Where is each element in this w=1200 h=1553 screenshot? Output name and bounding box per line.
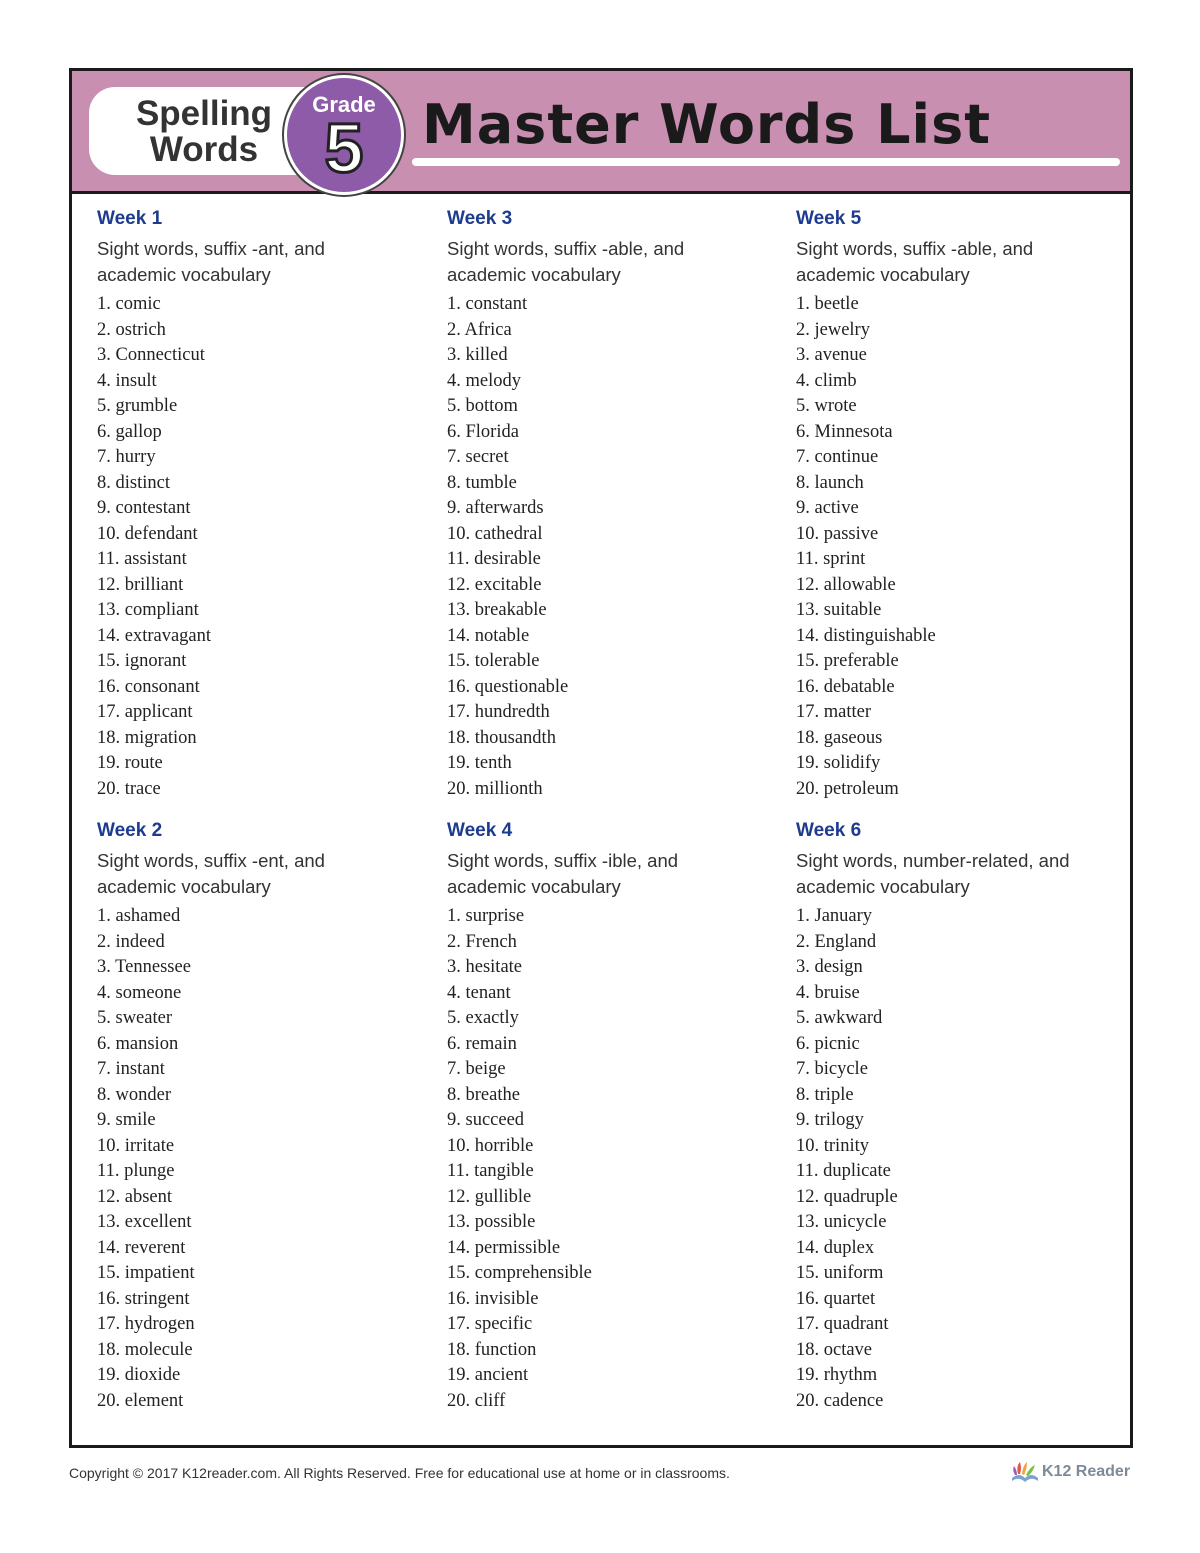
word-list	[796, 904, 1126, 1414]
list-item: 3. avenue	[796, 345, 867, 365]
list-item: 13. unicycle	[796, 1212, 887, 1232]
list-item: 14. notable	[447, 625, 530, 646]
list-item: 14. permissible	[447, 1237, 561, 1258]
list-item: 9. afterwards	[447, 498, 544, 518]
week-description	[447, 848, 777, 904]
grade-label: Grade	[312, 92, 376, 117]
list-item: 11. duplicate	[796, 1161, 891, 1181]
list-item: 9. active	[796, 498, 859, 518]
list-item: 5. wrote	[796, 396, 857, 416]
list-item: 8. wonder	[97, 1084, 171, 1105]
word-list	[447, 904, 777, 1414]
list-item: 1. ashamed	[97, 906, 181, 926]
list-item: 14. reverent	[97, 1237, 186, 1258]
list-item: 17. matter	[796, 702, 872, 722]
list-item: 8. distinct	[97, 472, 170, 493]
list-item: 1. constant	[447, 294, 528, 314]
list-item: 7. secret	[447, 447, 509, 467]
week-section	[796, 818, 1126, 1414]
list-item: 11. tangible	[447, 1161, 534, 1181]
list-item: 7. beige	[447, 1059, 506, 1079]
list-item: 11. sprint	[796, 549, 866, 569]
list-item: 2. ostrich	[97, 319, 166, 340]
week-title: Week 1	[97, 208, 163, 229]
list-item: 17. applicant	[97, 702, 193, 722]
list-item: 16. questionable	[447, 676, 569, 697]
list-item: 18. thousandth	[447, 727, 556, 748]
list-item: 14. extravagant	[97, 625, 212, 646]
list-item: 7. bicycle	[796, 1059, 868, 1079]
list-item: 15. preferable	[796, 651, 899, 671]
week-title: Week 2	[97, 820, 163, 841]
week-title: Week 5	[796, 208, 862, 229]
list-item: 19. rhythm	[796, 1365, 878, 1385]
list-item: 2. Africa	[447, 319, 512, 340]
list-item: 9. trilogy	[796, 1110, 864, 1130]
week-description-line: academic vocabulary	[97, 264, 271, 285]
list-item: 8. breathe	[447, 1084, 520, 1105]
grade-number: 5	[324, 109, 364, 187]
week-title: Week 4	[447, 820, 513, 841]
week-description-line: academic vocabulary	[447, 876, 621, 897]
week-description-line: Sight words, number-related, and	[796, 850, 1070, 871]
week-section	[97, 206, 427, 802]
list-item: 3. design	[796, 957, 863, 977]
list-item: 15. comprehensible	[447, 1263, 592, 1283]
list-item: 16. stringent	[97, 1288, 190, 1309]
week-description-line: academic vocabulary	[97, 876, 271, 897]
week-section	[447, 206, 777, 802]
list-item: 1. surprise	[447, 906, 525, 926]
week-description	[97, 848, 427, 904]
list-item: 11. assistant	[97, 549, 187, 569]
list-item: 18. migration	[97, 727, 197, 748]
list-item: 18. molecule	[97, 1339, 193, 1360]
word-list	[447, 292, 777, 802]
badge-line-1: Spelling	[135, 94, 273, 133]
list-item: 5. sweater	[97, 1008, 172, 1028]
list-item: 6. picnic	[796, 1033, 860, 1054]
week-description-line: Sight words, suffix -able, and	[796, 238, 1034, 259]
list-item: 6. Minnesota	[796, 421, 893, 442]
book-leaves-icon	[1010, 1460, 1040, 1484]
list-item: 1. beetle	[796, 294, 859, 314]
list-item: 16. invisible	[447, 1288, 539, 1309]
list-item: 17. hundredth	[447, 702, 550, 722]
week-description	[796, 848, 1126, 904]
list-item: 10. irritate	[97, 1135, 175, 1156]
list-item: 6. remain	[447, 1033, 517, 1054]
week-description-line: Sight words, suffix -ent, and	[97, 850, 325, 871]
list-item: 15. impatient	[97, 1263, 195, 1283]
list-item: 20. cadence	[796, 1390, 884, 1411]
list-item: 17. specific	[447, 1314, 533, 1334]
list-item: 2. indeed	[97, 931, 165, 952]
list-item: 4. insult	[97, 370, 157, 391]
list-item: 16. consonant	[97, 676, 200, 697]
list-item: 4. someone	[97, 982, 182, 1003]
list-item: 16. quartet	[796, 1288, 876, 1309]
week-description	[97, 236, 427, 292]
list-item: 9. contestant	[97, 498, 191, 518]
list-item: 3. Tennessee	[97, 957, 191, 977]
list-item: 6. mansion	[97, 1033, 179, 1054]
list-item: 13. breakable	[447, 600, 547, 620]
list-item: 12. absent	[97, 1186, 173, 1207]
list-item: 12. brilliant	[97, 574, 184, 595]
week-section	[447, 818, 777, 1414]
week-description-line: Sight words, suffix -able, and	[447, 238, 685, 259]
list-item: 6. Florida	[447, 421, 519, 442]
list-item: 20. petroleum	[796, 778, 899, 799]
page-title: Master Words List	[422, 93, 992, 156]
list-item: 14. duplex	[796, 1237, 875, 1258]
week-description-line: academic vocabulary	[796, 876, 970, 897]
list-item: 7. hurry	[97, 447, 156, 467]
list-item: 19. dioxide	[97, 1365, 181, 1385]
list-item: 3. killed	[447, 345, 508, 365]
list-item: 17. hydrogen	[97, 1314, 195, 1334]
list-item: 10. passive	[796, 523, 879, 544]
word-list	[796, 292, 1126, 802]
list-item: 10. defendant	[97, 523, 198, 544]
list-item: 11. plunge	[97, 1161, 175, 1181]
week-description-line: Sight words, suffix -ant, and	[97, 238, 325, 259]
list-item: 12. excitable	[447, 574, 542, 595]
list-item: 12. allowable	[796, 574, 896, 595]
list-item: 19. solidify	[796, 753, 881, 773]
spelling-words-label	[109, 96, 299, 168]
grade-badge	[284, 75, 404, 195]
week-description-line: academic vocabulary	[447, 264, 621, 285]
badge-line-2: Words	[149, 130, 259, 169]
list-item: 10. trinity	[796, 1135, 869, 1156]
list-item: 14. distinguishable	[796, 625, 936, 646]
list-item: 19. route	[97, 753, 163, 773]
list-item: 4. melody	[447, 370, 521, 391]
word-list	[97, 292, 427, 802]
list-item: 7. continue	[796, 447, 879, 467]
list-item: 18. gaseous	[796, 727, 883, 748]
week-description	[796, 236, 1126, 292]
week-description-line: academic vocabulary	[796, 264, 970, 285]
list-item: 15. uniform	[796, 1263, 884, 1283]
list-item: 18. function	[447, 1339, 537, 1360]
list-item: 10. horrible	[447, 1135, 534, 1156]
list-item: 4. tenant	[447, 982, 511, 1003]
week-section	[796, 206, 1126, 802]
list-item: 19. ancient	[447, 1365, 529, 1385]
list-item: 15. ignorant	[97, 651, 187, 671]
list-item: 13. compliant	[97, 600, 199, 620]
list-item: 2. England	[796, 931, 877, 952]
list-item: 15. tolerable	[447, 651, 540, 671]
list-item: 9. succeed	[447, 1110, 525, 1130]
copyright-text: Copyright © 2017 K12reader.com. All Rights Reserved. Free for educational use at home or in classrooms.	[69, 1465, 730, 1481]
list-item: 4. bruise	[796, 982, 860, 1003]
list-item: 9. smile	[97, 1110, 156, 1130]
list-item: 13. excellent	[97, 1212, 192, 1232]
week-description-line: Sight words, suffix -ible, and	[447, 850, 679, 871]
logo-text: K12 Reader	[1042, 1463, 1131, 1480]
list-item: 20. cliff	[447, 1390, 506, 1411]
list-item: 20. element	[97, 1390, 184, 1411]
list-item: 2. jewelry	[796, 319, 870, 340]
list-item: 17. quadrant	[796, 1314, 889, 1334]
list-item: 4. climb	[796, 370, 857, 391]
k12-reader-logo[interactable]	[1010, 1460, 1132, 1486]
list-item: 3. Connecticut	[97, 345, 205, 365]
week-section	[97, 818, 427, 1414]
week-description	[447, 236, 777, 292]
list-item: 19. tenth	[447, 753, 512, 773]
list-item: 5. bottom	[447, 396, 518, 416]
list-item: 13. possible	[447, 1212, 536, 1232]
week-title: Week 3	[447, 208, 513, 229]
list-item: 5. grumble	[97, 396, 178, 416]
list-item: 13. suitable	[796, 600, 882, 620]
list-item: 5. awkward	[796, 1008, 883, 1028]
title-underline	[412, 158, 1120, 166]
list-item: 8. triple	[796, 1084, 854, 1105]
list-item: 1. comic	[97, 294, 161, 314]
list-item: 10. cathedral	[447, 523, 543, 544]
list-item: 3. hesitate	[447, 957, 523, 977]
list-item: 8. launch	[796, 472, 864, 493]
list-item: 8. tumble	[447, 472, 517, 493]
worksheet-frame	[69, 68, 1133, 1448]
header-band	[72, 71, 1130, 194]
list-item: 12. quadruple	[796, 1186, 898, 1207]
list-item: 12. gullible	[447, 1186, 532, 1207]
list-item: 2. French	[447, 931, 517, 952]
list-item: 11. desirable	[447, 549, 541, 569]
list-item: 5. exactly	[447, 1008, 519, 1028]
list-item: 20. millionth	[447, 778, 543, 799]
week-title: Week 6	[796, 820, 862, 841]
list-item: 6. gallop	[97, 421, 162, 442]
list-item: 18. octave	[796, 1339, 873, 1360]
list-item: 1. January	[796, 906, 873, 926]
list-item: 20. trace	[97, 778, 161, 799]
list-item: 7. instant	[97, 1059, 165, 1079]
word-list	[97, 904, 427, 1414]
list-item: 16. debatable	[796, 676, 895, 697]
